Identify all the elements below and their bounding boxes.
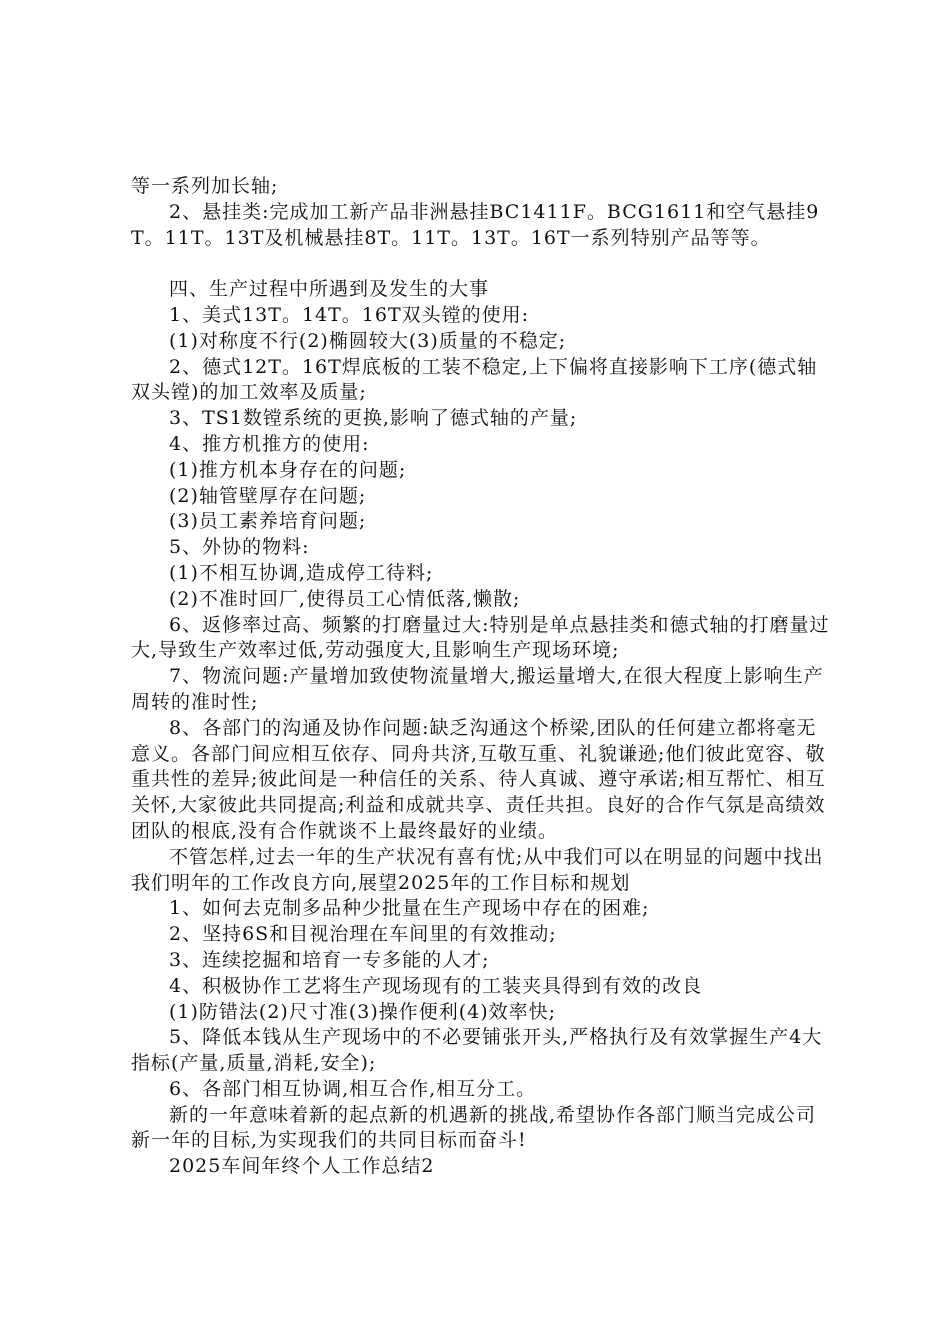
list-item: 1、美式13T。14T。16T双头镗的使用: (169, 303, 530, 326)
list-item: (1)不相互协调,造成停工待料; (169, 561, 434, 584)
paragraph: 不管怎样,过去一年的生产状况有喜有忧;从中我们可以在明显的问题中找出我们明年的工作改良方向,展望2025年的工作目标和规划 (131, 845, 824, 894)
list-item: 5、外协的物料: (169, 536, 310, 559)
list-item: 5、降低本钱从生产现场中的不必要铺张开头,严格执行及有效掌握生产4大指标(产量,质量,消耗,安全); (131, 1026, 823, 1075)
list-item: (1)对称度不行(2)椭圆较大(3)质量的不稳定; (169, 329, 567, 352)
list-item: 4、积极协作工艺将生产现场现有的工装夹具得到有效的改良 (169, 974, 703, 997)
list-item: 6、返修率过高、频繁的打磨量过大:特别是单点悬挂类和德式轴的打磨量过大,导致生产效率过低,劳动强度大,且影响生产现场环境; (131, 613, 830, 662)
list-item: (1)推方机本身存在的问题; (169, 458, 407, 481)
list-item: (3)员工素养培育问题; (169, 510, 367, 533)
list-item: 6、各部门相互协调,相互合作,相互分工。 (169, 1077, 537, 1100)
list-item: 3、TS1数镗系统的更换,影响了德式轴的产量; (169, 407, 578, 430)
list-item: (2)不准时回厂,使得员工心情低落,懒散; (169, 587, 521, 610)
list-item: 4、推方机推方的使用: (169, 432, 370, 455)
document-title: 2025车间年终个人工作总结2 (169, 1155, 435, 1178)
list-item: 2、德式12T。16T焊底板的工装不稳定,上下偏将直接影响下工序(德式轴双头镗)的加工效率及质量; (131, 355, 818, 404)
list-item: (2)轴管壁厚存在问题; (169, 484, 367, 507)
list-item: 2、坚持6S和目视治理在车间里的有效推动; (169, 923, 557, 946)
list-item: 3、连续挖掘和培育一专多能的人才; (169, 948, 490, 971)
list-item: 8、各部门的沟通及协作问题:缺乏沟通这个桥梁,团队的任何建立都将毫无意义。各部门间应相互依存、同舟共济,互敬互重、礼貌谦逊;他们彼此宽容、敬重共性的差异;彼此间是一种信任的关系、待人真诚、遵守承诺;相互帮忙、相互关怀,大家彼此共同提高;利益和成就共享、责任共担。良好的合作气氛是高绩效团队的根底,没有合作就谈不上最终最好的业绩。 (131, 716, 826, 842)
paragraph: 新的一年意味着新的起点新的机遇新的挑战,希望协作各部门顺当完成公司新一年的目标,为实现我们的共同目标而奋斗! (131, 1103, 817, 1152)
section-heading: 四、生产过程中所遇到及发生的大事 (169, 278, 490, 301)
list-item: 7、物流问题:产量增加致使物流量增大,搬运量增大,在很大程度上影响生产周转的准时性; (131, 665, 824, 713)
list-item: (1)防错法(2)尺寸准(3)操作便利(4)效率快; (169, 1000, 557, 1023)
blank-line (131, 251, 831, 277)
document-body (131, 174, 831, 1180)
list-item: 1、如何去克制多品种少批量在生产现场中存在的困难; (169, 897, 650, 920)
paragraph: 2、悬挂类:完成加工新产品非洲悬挂BC1411F。BCG1611和空气悬挂9T。11T。13T及机械悬挂8T。11T。13T。16T一系列特别产品等等。 (131, 200, 820, 249)
paragraph: 等一系列加长轴; (131, 175, 279, 197)
